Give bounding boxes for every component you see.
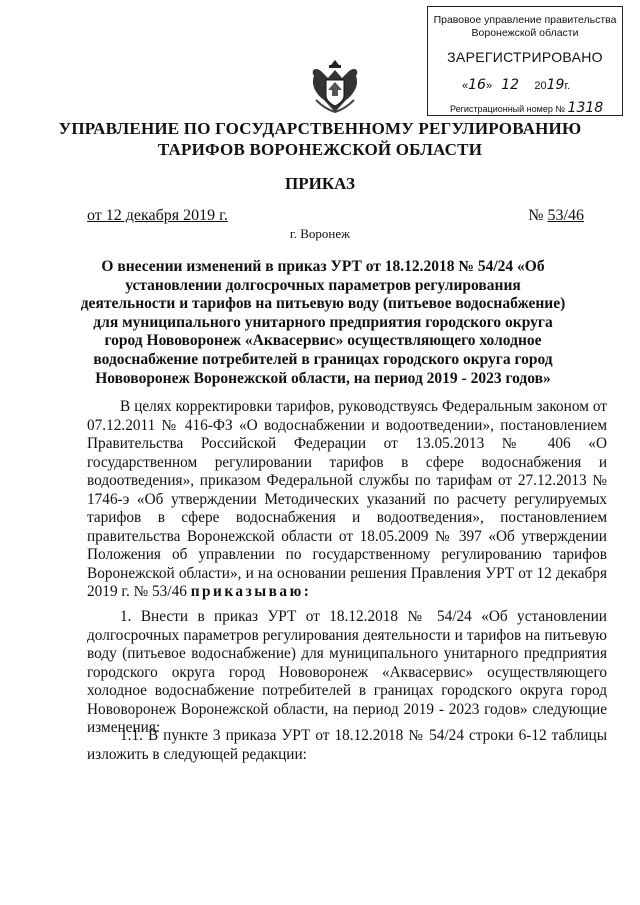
order-number-value: 53/46	[547, 207, 584, 224]
city: г. Воронеж	[289, 226, 351, 241]
preamble-text: В целях корректировки тарифов, руководствуясь Федеральным законом от 07.12.2011 № 416-ФЗ «О водоснабжении и водоотведении», постановлением Правительства Российской Федерации от 13.05.2013 № 406 «О государственном регулировании тарифов в сфере водоснабжения и водоотведения», приказом Федеральной службы по тарифам от 27.12.2013 № 1746-э «Об утверждении Методических указаний по расчету регулируемых тарифов в сфере водоснабжения и водоотведения», постановлением правительства Воронежской области от 18.05.2009 № 397 «Об утверждении Положения об управлении по государственному регулированию тарифов Воронежской области», и на основании решения Правления УРТ от 12 декабря 2019 г. № 53/46	[87, 398, 607, 600]
stamp-status: ЗАРЕГИСТРИРОВАНО	[447, 49, 603, 65]
stamp-year-suffix: 19	[546, 77, 565, 93]
coat-of-arms-icon	[308, 56, 362, 116]
stamp-date: «16» 12 2019г.	[462, 77, 571, 93]
stamp-org	[428, 14, 622, 40]
preamble-order-word: приказываю:	[190, 583, 312, 600]
order-number-prefix: №	[528, 207, 548, 224]
stamp-number: 1318	[567, 100, 604, 116]
stamp-month: 12	[501, 77, 520, 93]
stamp-number-label: Регистрационный номер №	[450, 104, 566, 114]
order-subject: О внесении изменений в приказ УРТ от 18.12.2018 № 54/24 «Об установлении долгосрочных параметров регулирования деятельности и тарифов на питьевую воду (питьевое водоснабжение) для муниципального унитарного предприятия городского округа город Нововоронеж «Аквасервис» осуществляющего холодное водоснабжение потребителей в границах городского округа город Нововоронеж Воронежской области, на период 2019 - 2023 годов»	[80, 258, 566, 387]
document-type: ПРИКАЗ	[285, 174, 355, 193]
stamp-org-line1: Правовое управление правительства	[433, 14, 617, 26]
stamp-year-end: г.	[564, 80, 571, 92]
item-1-paragraph: 1. Внести в приказ УРТ от 18.12.2018 № 54/24 «Об установлении долгосрочных параметров регулирования деятельности и тарифов на питьевую воду (питьевое водоснабжение) для муниципального унитарного предприятия городского округа город Нововоронеж «Аквасервис» осуществляющего холодное водоснабжение потребителей в границах городского округа город Нововоронеж Воронежской области, на период 2019 - 2023 годов» следующие изменения:	[87, 608, 607, 736]
order-date: от 12 декабря 2019 г.	[87, 207, 228, 224]
agency-title-line1: УПРАВЛЕНИЕ ПО ГОСУДАРСТВЕННОМУ РЕГУЛИРОВАНИЮ	[58, 119, 582, 138]
stamp-day: 16	[468, 77, 486, 93]
preamble-paragraph	[87, 398, 607, 602]
stamp-number-row	[450, 100, 603, 116]
order-number	[528, 207, 584, 225]
stamp-year-prefix: 20	[534, 80, 547, 92]
agency-title-line2: ТАРИФОВ ВОРОНЕЖСКОЙ ОБЛАСТИ	[157, 140, 483, 159]
item-1-1-paragraph: 1.1. В пункте 3 приказа УРТ от 18.12.2018 № 54/24 строки 6-12 таблицы изложить в следующей редакции:	[87, 727, 607, 763]
registration-stamp	[427, 6, 623, 116]
stamp-org-line2: Воронежской области	[471, 27, 579, 39]
